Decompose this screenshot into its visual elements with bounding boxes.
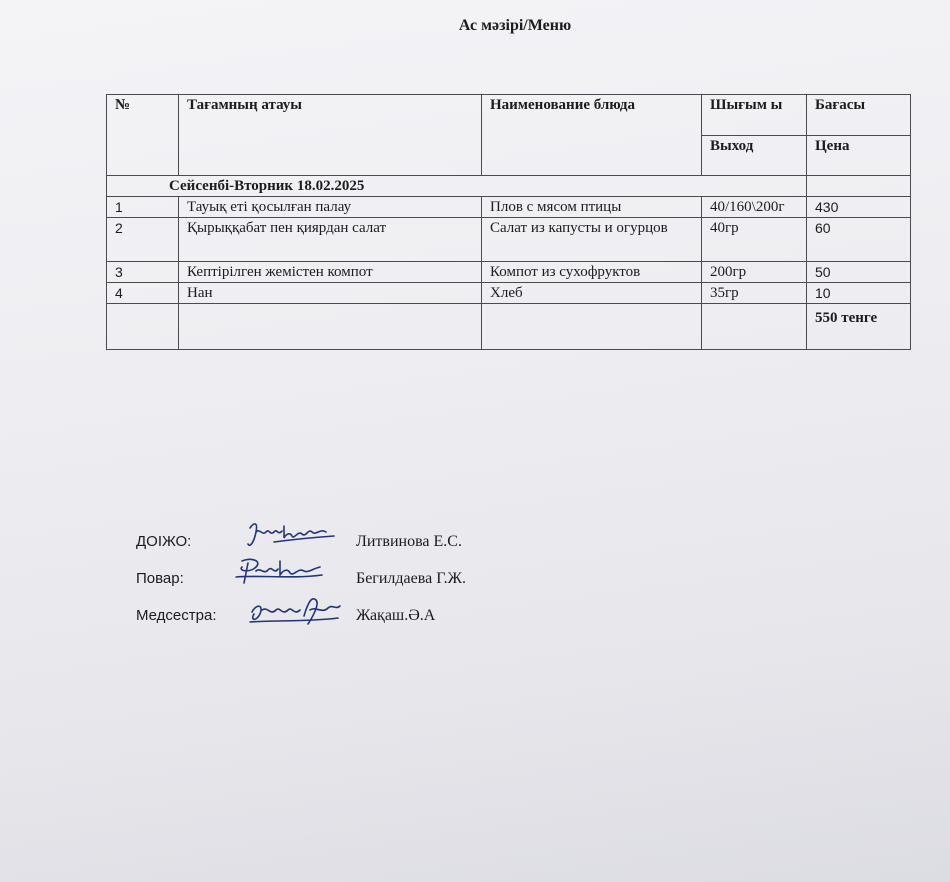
item-yield: 40/160\200г: [702, 197, 807, 218]
item-name-ru: Салат из капусты и огурцов: [482, 218, 702, 262]
item-price: 50: [807, 262, 911, 283]
header-dish-name-kz: Тағамның атауы: [179, 95, 482, 176]
table-row: [107, 197, 911, 218]
empty-cell: [107, 304, 179, 350]
signatory-name: Бегилдаева Г.Ж.: [356, 570, 466, 587]
signatory-name: Литвинова Е.С.: [356, 533, 462, 550]
header-price-ru: Цена: [807, 136, 911, 176]
item-name-ru: Хлеб: [482, 283, 702, 304]
table-row: [107, 218, 911, 262]
empty-cell: [702, 304, 807, 350]
signature-row: [136, 528, 536, 565]
handwritten-signature: [232, 555, 328, 591]
total-row: [107, 304, 911, 350]
header-yield-ru: Выход: [702, 136, 807, 176]
item-price: 60: [807, 218, 911, 262]
signature-block: [136, 528, 536, 639]
signature-role: Повар:: [136, 570, 184, 587]
signature-role: Медсестра:: [136, 607, 217, 624]
item-name-kz: Нан: [179, 283, 482, 304]
day-label: Сейсенбі-Вторник 18.02.2025: [107, 176, 807, 197]
item-number: 1: [107, 197, 179, 218]
empty-cell: [179, 304, 482, 350]
header-number: №: [107, 95, 179, 176]
item-yield: 35гр: [702, 283, 807, 304]
empty-cell: [482, 304, 702, 350]
handwritten-signature: [246, 592, 346, 632]
item-number: 4: [107, 283, 179, 304]
item-yield: 40гр: [702, 218, 807, 262]
day-row-empty-cell: [807, 176, 911, 197]
item-number: 3: [107, 262, 179, 283]
item-name-kz: Қырыққабат пен қиярдан салат: [179, 218, 482, 262]
item-name-ru: Компот из сухофруктов: [482, 262, 702, 283]
item-name-ru: Плов с мясом птицы: [482, 197, 702, 218]
signatory-name: Жақаш.Ә.А: [356, 607, 436, 624]
item-price: 10: [807, 283, 911, 304]
header-dish-name-ru: Наименование блюда: [482, 95, 702, 176]
menu-table: [106, 94, 911, 350]
table-header-row: [107, 95, 911, 136]
item-price: 430: [807, 197, 911, 218]
document-title: Ас мәзірі/Меню: [458, 17, 572, 34]
signature-role: ДОІЖО:: [136, 533, 192, 550]
signature-row: [136, 602, 536, 639]
day-row: [107, 176, 911, 197]
handwritten-signature: [244, 518, 340, 554]
header-yield-kz: Шығым ы: [702, 95, 807, 136]
item-name-kz: Тауық еті қосылған палау: [179, 197, 482, 218]
total-price: 550 тенге: [807, 304, 911, 350]
item-name-kz: Кептірілген жемістен компот: [179, 262, 482, 283]
item-yield: 200гр: [702, 262, 807, 283]
table-row: [107, 283, 911, 304]
header-price-kz: Бағасы: [807, 95, 911, 136]
item-number: 2: [107, 218, 179, 262]
table-row: [107, 262, 911, 283]
